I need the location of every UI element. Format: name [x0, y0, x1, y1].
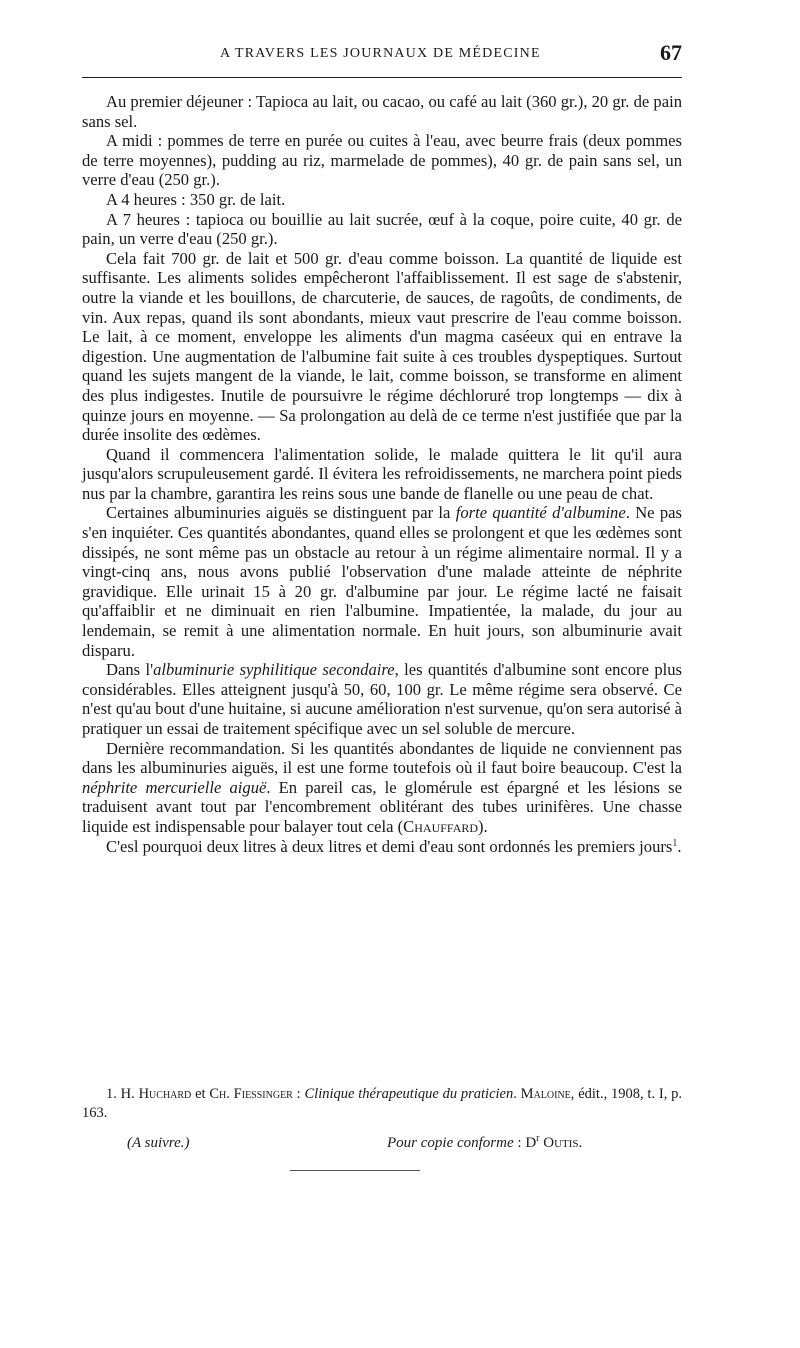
text-run: , édit., 1908, t. I, p. 163. — [82, 1086, 683, 1121]
text-run: albuminurie syphilitique secondaire — [153, 660, 395, 680]
footnote — [82, 1085, 682, 1123]
text-run: et — [191, 1086, 210, 1102]
text-run: A midi : pommes de terre en purée ou cuites à l'eau, avec beurre frais (deux pommes de terre moyennes), pudding au riz, marmelade de pommes), 40 gr. de pain sans sel, un verre d'eau (250 gr.). — [82, 131, 682, 190]
text-run: néphrite mercurielle aiguë — [82, 777, 267, 797]
text-run: . — [677, 836, 682, 856]
to-be-continued-note: (A suivre.) — [127, 1135, 190, 1151]
text-run: Maloine — [520, 1086, 571, 1102]
text-run: : — [292, 1086, 305, 1102]
text-run: Au premier déjeuner : Tapioca au lait, ou cacao, ou café au lait (360 gr.), 20 gr. de pain sans sel. — [82, 92, 682, 131]
text-run: 1. H. — [106, 1086, 139, 1102]
paragraph — [82, 739, 682, 837]
text-run: Huchard — [138, 1086, 192, 1102]
text-run: Certaines albuminuries aiguës se distinguent par la — [106, 503, 456, 523]
text-run: C'esl pourquoi deux litres à deux litres et demi d'eau sont ordonnés les premiers jours — [106, 836, 673, 856]
paragraph — [82, 131, 682, 190]
author-title: $D^r$ — [525, 1133, 540, 1151]
text-run: Clinique thérapeutique du praticien — [304, 1086, 514, 1102]
paragraph — [82, 210, 682, 249]
paragraph — [82, 92, 682, 131]
running-head — [82, 40, 682, 66]
text-run: Dans l' — [106, 660, 154, 680]
end-rule — [290, 1170, 420, 1171]
footnote-ref: 1 — [672, 837, 678, 849]
text-run: Chauffard — [403, 816, 479, 836]
text-run: forte quantité d'albumine — [455, 503, 626, 523]
copy-attestation: Pour copie conforme : $D^r$ Outis. — [387, 1133, 583, 1151]
paragraph — [82, 660, 682, 738]
running-title: A TRAVERS LES JOURNAUX DE MÉDECINE — [220, 46, 541, 61]
footnotes — [82, 1085, 682, 1123]
text-run: A 4 heures : 350 gr. de lait. — [106, 189, 286, 209]
article-body — [82, 92, 682, 856]
paragraph — [82, 503, 682, 660]
text-run: . — [513, 1086, 521, 1102]
paragraph — [82, 837, 682, 857]
text-run: ). — [478, 816, 488, 836]
paragraph — [82, 249, 682, 445]
page-number: 67 — [660, 40, 682, 65]
signature-row — [82, 1135, 682, 1157]
author-name: Outis. — [543, 1135, 583, 1151]
text-run: . Ne pas s'en inquiéter. Ces quantités abondantes, quand elles se prolongent et que les œdèmes sont dissipés, ne sont même pas un obstacle au retour à un régime alimentaire normal. Il y a vingt-cinq ans, nous avons publié l'observation d'une malade atteinte de néphrite gravidique. Elle urinait 15 à 20 gr. d'albumine par jour. Le régime lacté ne faisait qu'affaiblir et ne diminuait en rien l'albumine. Impatientée, la malade, du jour au lendemain, se remit à une alimentation normale. En huit jours, son albuminurie avait disparu. — [82, 503, 682, 660]
text-run: . En pareil cas, le glomérule est épargné et les lésions se traduisent avant tout par l'encombrement oblitérant des tubes urinifères. Une chasse liquide est indispensable pour balayer tout cela ( — [82, 777, 682, 836]
text-run: Cela fait 700 gr. de lait et 500 gr. d'eau comme boisson. La quantité de liquide est suffisante. Les aliments solides empêcheront l'affaiblissement. Il est sage de s'abstenir, outre la viande et les bouillons, de charcuterie, de sauces, de ragoûts, de condiments, de vin. Aux repas, quand ils sont abondants, mieux vaut prescrire de l'eau comme boisson. Le lait, à ce moment, enveloppe les aliments d'un magma caséeux qui en entrave la digestion. Une augmentation de l'albumine fait suite à ces troubles dyspeptiques. Surtout quand les sujets mangent de la viande, le lait, comme boisson, se transforme en aliment des plus indigestes. Inutile de poursuivre le régime déchloruré trop longtemps — dix à quinze jours en moyenne. — Sa prolongation au delà de ce terme n'est justifiée que par la durée insolite des œdèmes. — [82, 248, 682, 445]
text-run: Ch. Fiessinger — [209, 1086, 293, 1102]
text-run: A 7 heures : tapioca ou bouillie au lait sucrée, œuf à la coque, poire cuite, 40 gr. de pain, un verre d'eau (250 gr.). — [82, 209, 682, 249]
text-run: Dernière recommandation. Si les quantités abondantes de liquide ne conviennent pas dans les albuminuries aiguës, il est une forme toutefois où il faut boire beaucoup. C'est la — [82, 738, 682, 778]
text-run: Quand il commencera l'alimentation solide, le malade quittera le lit qu'il aura jusqu'alors scrupuleusement gardé. Il évitera les refroidissements, ne marchera point pieds nus par la chambre, garantira les reins sous une bande de flanelle ou une peau de chat. — [82, 444, 682, 503]
header-rule — [82, 77, 682, 78]
paragraph — [82, 445, 682, 504]
paragraph — [82, 190, 682, 210]
text-run: , les quantités d'albumine sont encore plus considérables. Elles atteignent jusqu'à 50, 60, 100 gr. Le même régime sera observé. Ce n'est qu'au bout d'une huitaine, si aucune amélioration n'est survenue, qu'on sera autorisé à pratiquer un essai de traitement spécifique avec un sel soluble de mercure. — [82, 660, 682, 738]
